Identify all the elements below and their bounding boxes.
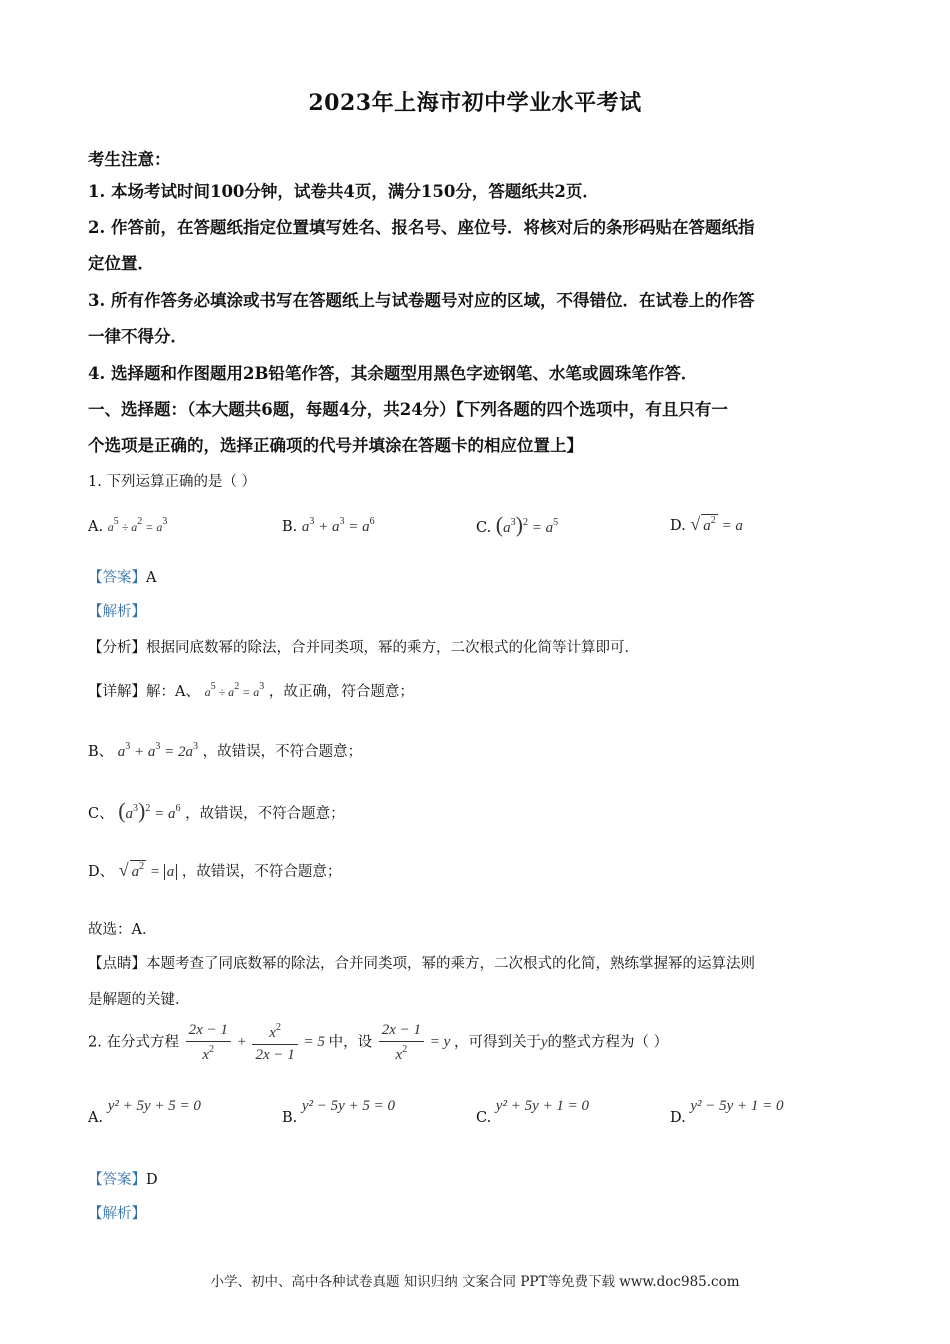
notice-item-2-cont: 定位置． [88,254,154,273]
q2-stem-suffix: ，可得到关于 [454,1034,542,1051]
q1-option-c [476,512,558,538]
q2-answer [88,1168,158,1189]
q1-option-c-label: C. [476,520,492,536]
q1-option-b [282,516,375,536]
q2-option-b-label: B. [282,1110,298,1126]
page-footer: 小学、初中、高中各种试卷真题 知识归纳 文案合同 PPT等免费下载 www.doc985.com [210,1274,740,1290]
notice-item-3-cont: 一律不得分． [88,327,187,346]
q2-answer-value: D [146,1172,158,1188]
q1-answer-tag: 【答案】 [88,570,146,586]
q2-stem-var: y [541,1034,548,1051]
q1-stem: 1. 下列运算正确的是（ ） [88,474,257,490]
q1-option-b-label: B. [282,519,298,535]
q2-option-d-label: D. [670,1110,686,1126]
q1-option-a-formula: $a^5 \div a^2 = a^3$ [107,516,168,534]
q1-option-d-label: D. [670,518,686,534]
notice-item-4: 4. 选择题和作图题用2B铅笔作答，其余题型用黑色字迹钢笔、水笔或圆珠笔作答． [88,364,698,383]
q2-stem-prefix: 2. 在分式方程 [88,1034,179,1051]
q1-detail-b-prefix: B、 [88,744,114,760]
q1-detail-a [88,680,414,701]
notice-item-2: 2. 作答前，在答题纸指定位置填写姓名、报名号、座位号．将核对后的条形码贴在答题纸指 [88,218,755,237]
q1-option-b-formula: $a^3 + a^3 = a^6$ [301,516,375,535]
q2-option-c [476,1098,589,1127]
q1-detail-b-formula: $a^3 + a^3 = 2a^3$ [117,741,199,760]
q2-option-b-formula: y² − 5y + 5 = 0 [301,1098,396,1114]
q1-detail-b [88,740,362,761]
q1-detail-b-suffix: ，故错误，不符合题意； [202,744,363,760]
q1-detail-a-formula: $a^5 \div a^2 = a^3$ [204,681,265,699]
q1-detail-d-suffix: ，故错误，不符合题意； [181,864,342,880]
q1-option-d-formula: √ $a^2 = a$ [690,514,743,534]
q1-dianjing: 【点睛】本题考查了同底数幂的除法，合并同类项，幂的乘方，二次根式的化简，熟练掌握幂的运算法则 [88,956,755,972]
q1-option-c-formula: $(a^3)^2 = a^5$ [495,512,559,537]
q2-stem-mid: 中，设 [328,1034,373,1051]
q1-fenxi: 【分析】根据同底数幂的除法，合并同类项，幂的乘方，二次根式的化简等计算即可． [88,640,639,656]
q2-option-a-formula: y² + 5y + 5 = 0 [107,1098,201,1114]
q1-detail-c-suffix: ，故错误，不符合题意； [185,806,345,822]
q2-option-b [282,1098,396,1127]
q1-detail-d [88,860,341,881]
q2-stem-end: 的整式方程为（ ） [547,1034,669,1051]
q1-detail-d-formula: √ $a^2 = a$ [119,864,178,880]
section-heading-cont: 个选项是正确的，选择正确项的代号并填涂在答题卡的相应位置上】 [88,436,583,455]
q2-option-d-formula: y² − 5y + 1 = 0 [690,1098,784,1114]
q1-option-a [88,516,167,535]
notice-heading: 考生注意： [88,150,171,169]
q1-detail-c [88,798,345,824]
q2-option-a-label: A. [88,1110,104,1126]
q2-option-c-formula: y² + 5y + 1 = 0 [495,1098,589,1114]
q2-answer-tag: 【答案】 [88,1172,146,1188]
q1-detail-c-formula: $(a^3)^2 = a^6$ [118,798,181,823]
q1-option-d [670,514,743,535]
q1-choose: 故选：A． [88,922,157,938]
q2-frac-3: $\frac{2x - 1}{x^2}$ [379,1022,424,1064]
q1-option-a-label: A. [88,519,104,535]
section-heading: 一、选择题：（本大题共6题，每题4分，共24分）【下列各题的四个选项中，有且只有一 [88,400,728,419]
q1-answer [88,566,156,587]
notice-item-1: 1. 本场考试时间100分钟，试卷共4页，满分150分，答题纸共2页． [88,182,599,201]
q1-answer-value: A [146,570,157,586]
q2-frac-2: $\frac{x^2}{2x - 1}$ [252,1022,297,1064]
page-title: 2023年上海市初中学业水平考试 [308,90,642,116]
q2-option-a [88,1098,201,1127]
q2-analysis-tag: 【解析】 [88,1206,146,1222]
notice-item-3: 3. 所有作答务必填涂或书写在答题纸上与试卷题号对应的区域，不得错位．在试卷上的作答 [88,291,755,310]
q1-detail-prefix: 【详解】解：A、 [88,684,200,700]
q1-detail-a-suffix: ，故正确，符合题意； [268,684,414,700]
q1-analysis-tag: 【解析】 [88,604,146,620]
q2-substitution: $\frac{2x - 1}{x^2}$ = y [377,1034,454,1050]
q1-dianjing-cont: 是解题的关键． [88,992,190,1008]
q2-equation: $\frac{2x - 1}{x^2}$ + $\frac{x^2}{2x - 1}$ = 5 [184,1034,329,1050]
q2-stem [88,1022,668,1064]
q1-detail-d-prefix: D、 [88,864,115,880]
q2-option-d [670,1098,784,1127]
q2-option-c-label: C. [476,1110,492,1126]
q2-frac-1: $\frac{2x - 1}{x^2}$ [186,1022,231,1064]
q1-detail-c-prefix: C、 [88,806,114,822]
